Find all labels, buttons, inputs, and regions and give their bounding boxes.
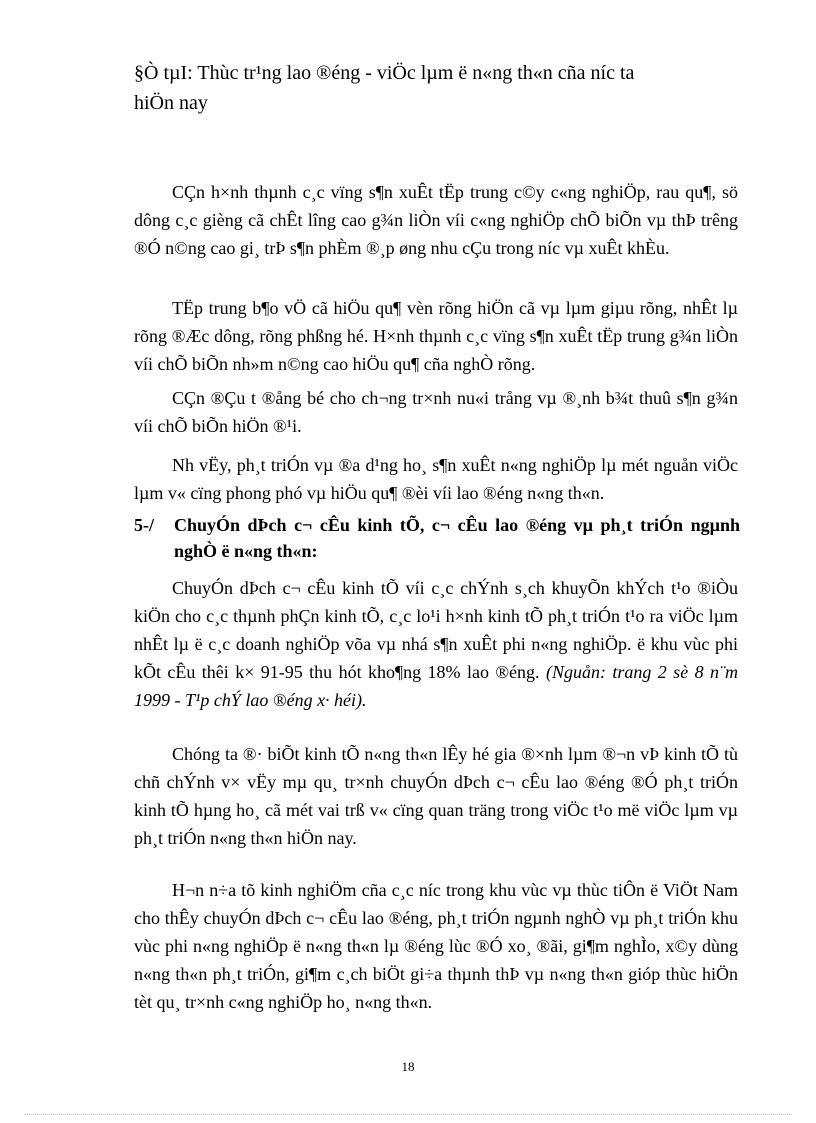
chapter-heading: [134, 58, 754, 118]
page-number: 18: [401, 1059, 415, 1074]
chapter-heading-line-1: §Ò tµI: Thùc tr¹ng lao ®éng - viÖc lµm ë n«ng th«n cña níc ta: [134, 62, 635, 84]
page-bottom-divider: [24, 1114, 792, 1115]
paragraph-economic-restructuring-text: ChuyÓn dÞch c¬ cÊu kinh tÕ víi c¸c chÝnh s¸ch khuyÕn khÝch t¹o ®iÒu kiÖn cho c¸c thµnh phÇn kinh tÕ, c¸c lo¹i h×nh kinh tÕ ph¸t triÓn t¹o ra viÖc lµm nhÊt lµ ë c¸c doanh nghiÖp võa vµ nhá s¶n xuÊt phi n«ng nghiÖp. ë khu vùc phi kÕt cÊu thêi k× 91-95 thu hót kho¶ng 18% lao ®éng.: [134, 578, 738, 682]
source-citation: (Nguån: trang 2 sè 8 n¨m 1999 - T¹p chÝ lao ®éng x· héi).: [134, 662, 738, 710]
section-number: 5-/: [134, 515, 154, 535]
paragraph-experience: H¬n n÷a tõ kinh nghiÖm cña c¸c níc trong khu vùc vµ thùc tiÔn ë ViÖt Nam cho thÊy chuyÓn dÞch c¬ cÊu lao ®éng, ph¸t triÓn ngµnh nghÒ vµ ph¸t triÓn khu vùc phi n«ng nghiÖp ë n«ng th«n lµ ®éng lùc ®Ó xo¸ ®ãi, gi¶m nghÌo, x©y dùng n«ng th«n ph¸t triÓn, gi¶m c¸ch biÖt gi÷a thµnh thÞ vµ n«ng th«n gióp thùc hiÖn tèt qu¸ tr×nh c«ng nghiÖp ho¸ n«ng th«n.: [134, 880, 738, 1012]
section-title: ChuyÓn dÞch c¬ cÊu kinh tÕ, c¬ cÊu lao ®éng vµ ph¸t triÓn ngµnh nghÒ ë n«ng th«n:: [174, 515, 740, 561]
paragraph-aquaculture: CÇn ®Çu t ®ång bé cho ch¬ng tr×nh nu«i trång vµ ®¸nh b¾t thuû s¶n g¾n víi chÕ biÕn hiÖn ®¹i.: [134, 388, 738, 436]
paragraph-crop-zones: CÇn h×nh thµnh c¸c vïng s¶n xuÊt tËp trung c©y c«ng nghiÖp, rau qu¶, sö dông c¸c gièng cã chÊt lîng cao g¾n liÒn víi c«ng nghiÖp chÕ biÕn vµ thÞ trêng ®Ó n©ng cao gi¸ trÞ s¶n phÈm ®¸p øng nhu cÇu trong níc vµ xuÊt khÈu.: [134, 182, 738, 258]
paragraph-forestry: TËp trung b¶o vÖ cã hiÖu qu¶ vèn rõng hiÖn cã vµ lµm giµu rõng, nhÊt lµ rõng ®Æc dông, rõng phßng hé. H×nh thµnh c¸c vïng s¶n xuÊt tËp trung g¾n liÒn víi chÕ biÕn nh»m n©ng cao hiÖu qu¶ cña nghÒ rõng.: [134, 298, 738, 374]
paragraph-economic-restructuring: [134, 574, 738, 714]
paragraph-household-economy: Chóng ta ®· biÕt kinh tÕ n«ng th«n lÊy hé gia ®×nh lµm ®¬n vÞ kinh tÕ tù chñ chÝnh v× vËy mµ qu¸ tr×nh chuyÓn dÞch c¬ cÊu lao ®éng ®Ó ph¸t triÓn kinh tÕ hµng ho¸ cã mét vai trß v« cïng quan träng trong viÖc t¹o më viÖc lµm vµ ph¸t triÓn n«ng th«n hiÖn nay.: [134, 744, 738, 848]
paragraph-summary: Nh vËy, ph¸t triÓn vµ ®a d¹ng ho¸ s¶n xuÊt n«ng nghiÖp lµ mét nguån viÖc lµm v« cïng phong phó vµ hiÖu qu¶ ®èi víi lao ®éng n«ng th«n.: [134, 455, 738, 503]
chapter-heading-line-2: hiÖn nay: [134, 92, 208, 114]
